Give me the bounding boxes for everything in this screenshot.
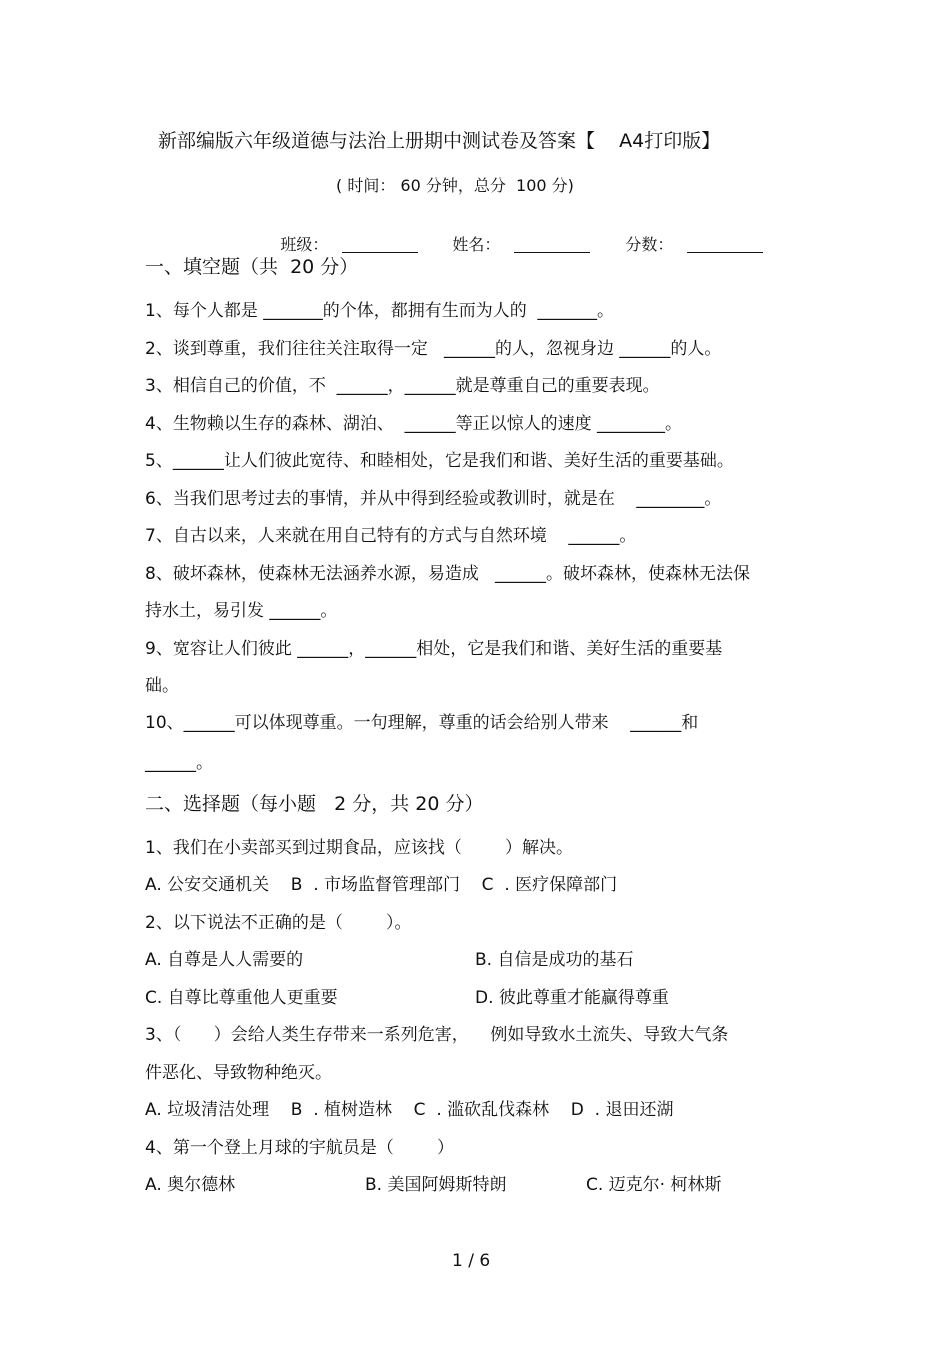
option-line: B. 自信是成功的基石 <box>475 950 634 970</box>
question-line: 5、______让人们彼此宽待、和睦相处，它是我们和谐、美好生活的重要基础。 <box>145 451 734 471</box>
option-line: A. 公安交通机关 B . 市场监督管理部门 C . 医疗保障部门 <box>145 875 618 895</box>
option-line: C. 迈克尔· 柯林斯 <box>586 1175 722 1195</box>
question-line: 8、破坏森林，使森林无法涵养水源，易造成 ______。破坏森林，使森林无法保 <box>145 564 751 584</box>
exam-time-info: ( 时间： 60 分钟，总分 100 分) <box>336 176 574 195</box>
class-label: 班级： <box>280 235 329 254</box>
name-label: 姓名： <box>452 235 501 254</box>
question-line: 1、每个人都是 _______的个体，都拥有生而为人的 _______。 <box>145 301 615 321</box>
option-line: B. 美国阿姆斯特朗 <box>365 1175 507 1195</box>
score-field <box>605 212 763 278</box>
option-line: A. 自尊是人人需要的 <box>145 950 304 970</box>
name-blank <box>514 236 590 253</box>
option-line: A. 垃圾清洁处理 B . 植树造林 C . 滥砍乱伐森林 D . 退田还湖 <box>145 1100 674 1120</box>
question-line: 4、第一个登上月球的宇航员是（ ） <box>145 1138 455 1158</box>
question-line: 4、生物赖以生存的森林、湖泊、 ______等正以惊人的速度 ________。 <box>145 414 683 434</box>
question-line: ______。 <box>145 753 213 773</box>
page-title: 新部编版六年级道德与法治上册期中测试卷及答案【 A4打印版】 <box>158 130 721 152</box>
question-line: 3、相信自己的价值，不 ______，______就是尊重自己的重要表现。 <box>145 376 660 396</box>
score-label: 分数： <box>625 235 674 254</box>
name-field <box>432 212 590 278</box>
option-line: A. 奥尔德林 <box>145 1175 236 1195</box>
question-line: 3、（ ）会给人类生存带来一系列危害， 例如导致水土流失、导致大气条 <box>145 1025 729 1045</box>
option-line: C. 自尊比尊重他人更重要 <box>145 988 338 1008</box>
page-number: 1 / 6 <box>452 1251 491 1271</box>
question-line: 2、以下说法不正确的是（ ）。 <box>145 913 412 933</box>
score-blank <box>687 236 763 253</box>
question-line: 10、______可以体现尊重。一句理解，尊重的话会给别人带来 ______和 <box>145 713 699 733</box>
section-heading-fill: 一、填空题（共 20 分） <box>145 256 359 278</box>
question-line: 6、当我们思考过去的事情，并从中得到经验或教训时，就是在 ________。 <box>145 489 722 509</box>
question-line: 2、谈到尊重，我们往往关注取得一定 ______的人，忽视身边 ______的人。 <box>145 339 722 359</box>
option-line: D. 彼此尊重才能赢得尊重 <box>475 988 669 1008</box>
section-heading-choice: 二、选择题（每小题 2 分，共 20 分） <box>145 793 484 815</box>
question-line: 件恶化、导致物种绝灭。 <box>145 1063 332 1083</box>
question-line: 9、宽容让人们彼此 ______，______相处，它是我们和谐、美好生活的重要基 <box>145 639 723 659</box>
question-line: 1、我们在小卖部买到过期食品，应该找（ ）解决。 <box>145 838 574 858</box>
question-line: 7、自古以来，人来就在用自己特有的方式与自然环境 ______。 <box>145 526 637 546</box>
class-blank <box>342 236 418 253</box>
question-line: 础。 <box>145 676 179 696</box>
question-line: 持水土，易引发 ______。 <box>145 601 338 621</box>
